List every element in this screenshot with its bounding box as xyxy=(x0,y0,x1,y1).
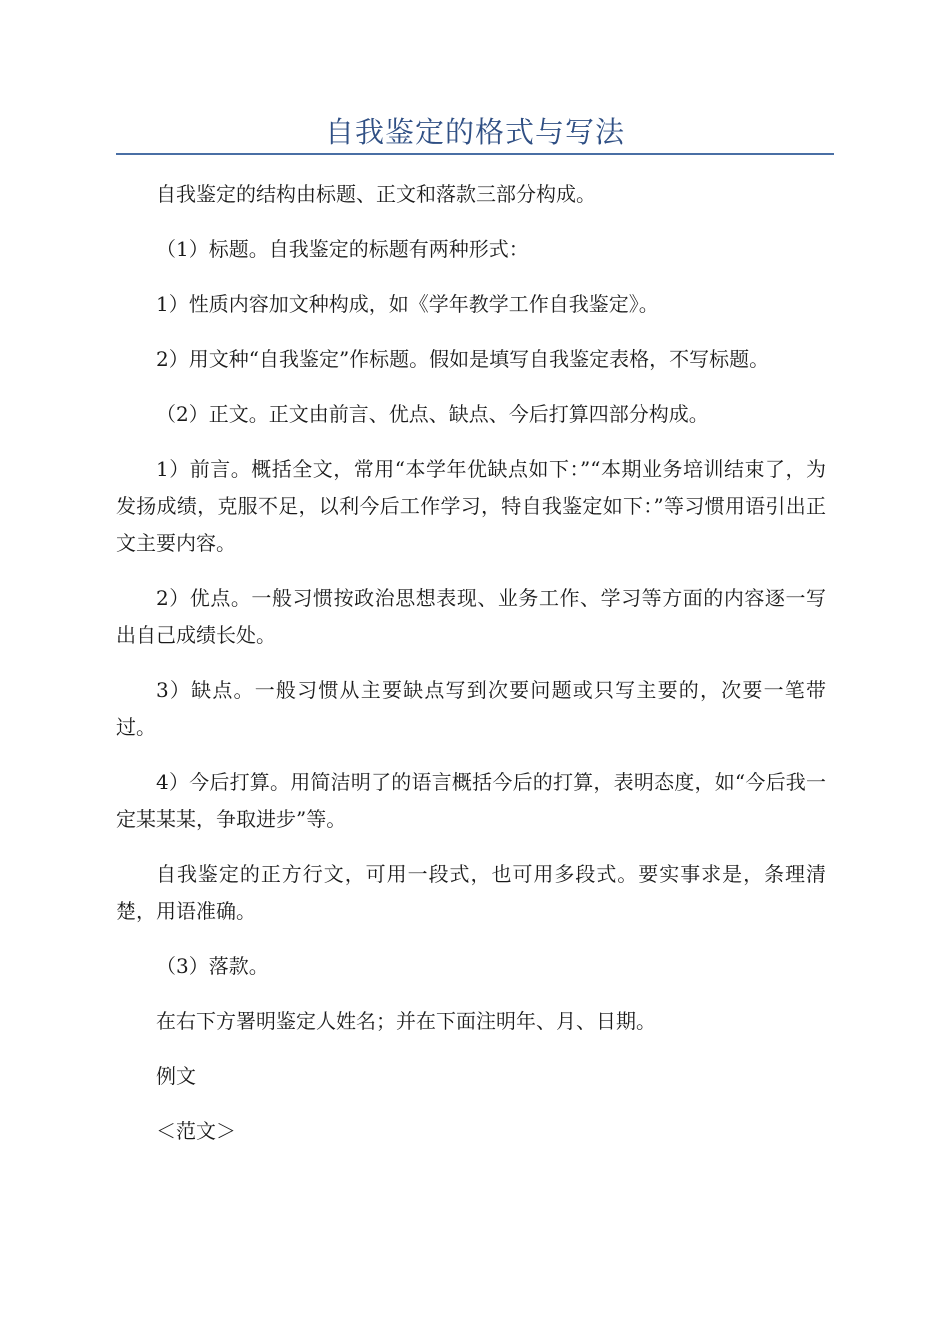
document-title: 自我鉴定的格式与写法 xyxy=(324,115,625,149)
paragraph-body-style: 自我鉴定的正方行文，可用一段式，也可用多段式。要实事求是，条理清楚，用语准确。 xyxy=(116,862,826,923)
paragraph-sample-label: ＜范文＞ xyxy=(156,1119,236,1143)
paragraph-signature-detail: 在右下方署明鉴定人姓名；并在下面注明年、月、日期。 xyxy=(156,1009,656,1033)
title-underline xyxy=(116,153,834,155)
paragraph-title-form-1: 1）性质内容加文种构成，如《学年教学工作自我鉴定》。 xyxy=(156,292,659,316)
document-body xyxy=(116,176,826,1168)
paragraph-title-section: （1）标题。自我鉴定的标题有两种形式： xyxy=(156,237,529,261)
paragraph-strengths: 2）优点。一般习惯按政治思想表现、业务工作、学习等方面的内容逐一写出自己成绩长处。 xyxy=(116,586,826,647)
paragraph-preface: 1）前言。概括全文，常用“本学年优缺点如下：”“本期业务培训结束了，为发扬成绩，克服不足，以利今后工作学习，特自我鉴定如下：”等习惯用语引出正文主要内容。 xyxy=(116,457,826,555)
paragraph-structure-intro: 自我鉴定的结构由标题、正文和落款三部分构成。 xyxy=(156,182,596,206)
paragraph-signature-section: （3）落款。 xyxy=(156,954,269,978)
paragraph-weaknesses: 3）缺点。一般习惯从主要缺点写到次要问题或只写主要的，次要一笔带过。 xyxy=(116,678,826,739)
paragraph-body-section: （2）正文。正文由前言、优点、缺点、今后打算四部分构成。 xyxy=(156,402,709,426)
paragraph-future-plans: 4）今后打算。用简洁明了的语言概括今后的打算，表明态度，如“今后我一定某某某，争取进步”等。 xyxy=(116,770,826,831)
paragraph-example-label: 例文 xyxy=(156,1064,196,1088)
paragraph-title-form-2: 2）用文种“自我鉴定”作标题。假如是填写自我鉴定表格，不写标题。 xyxy=(156,347,770,371)
